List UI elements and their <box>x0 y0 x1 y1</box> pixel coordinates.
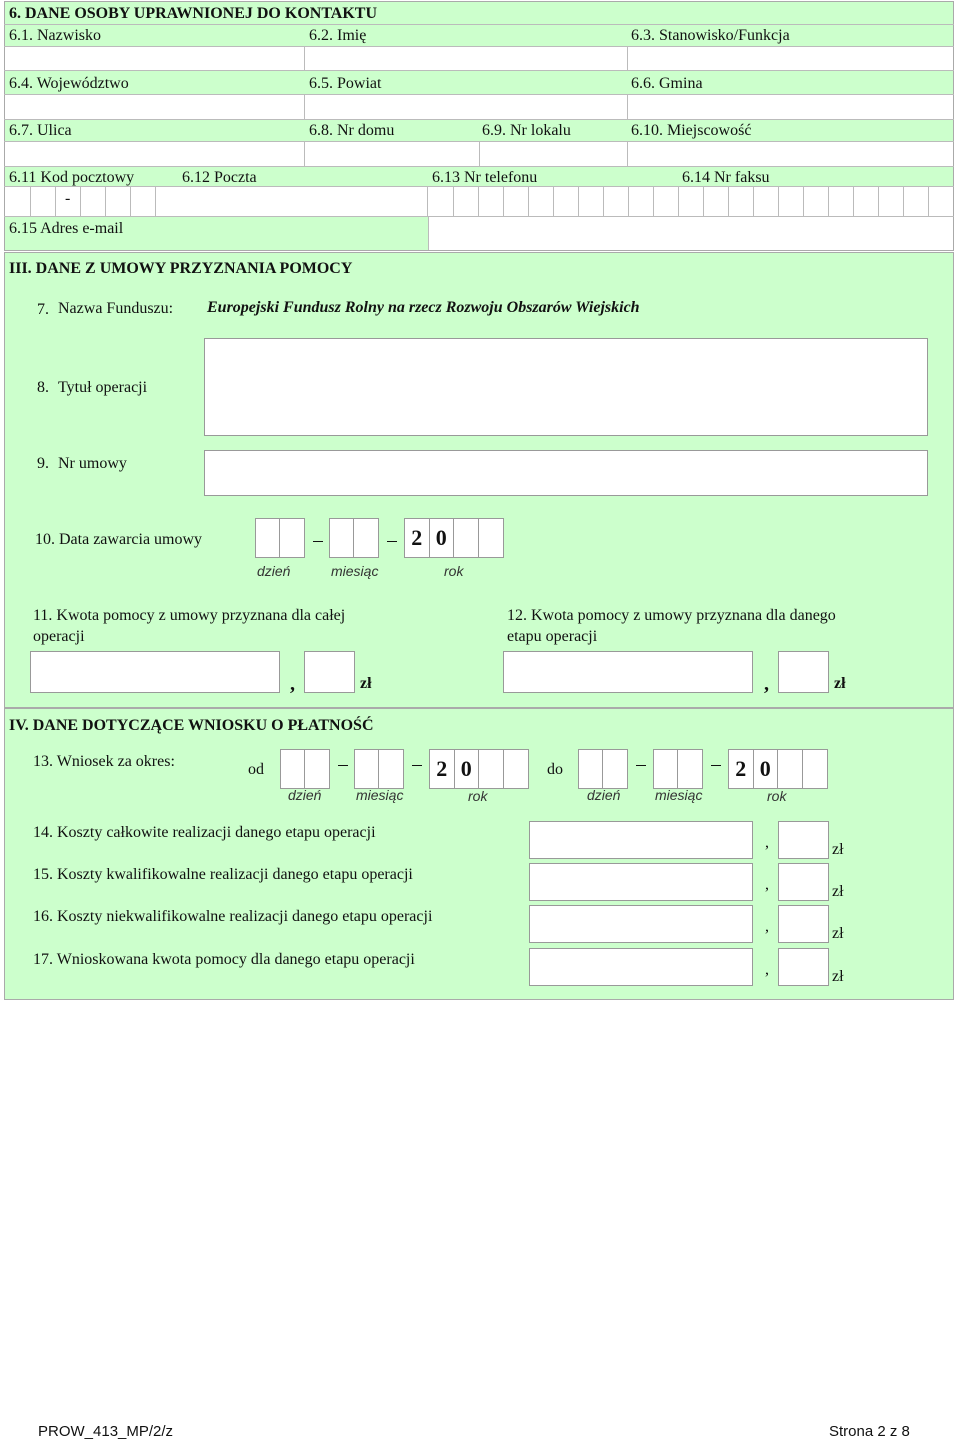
postal-code-dash: - <box>65 190 71 207</box>
caption-rok: rok <box>767 788 787 804</box>
currency-zl: zł <box>834 675 846 692</box>
stanowisko-field[interactable] <box>628 46 953 70</box>
label-wnioskowana-kwota: 17. Wnioskowana kwota pomocy dla danego etapu operacji <box>33 951 415 968</box>
koszty-kwalifikowalne-gr-field[interactable] <box>778 863 829 901</box>
gmina-field[interactable] <box>628 95 953 119</box>
decimal-comma: , <box>765 961 769 978</box>
label-kwota-calej-1: 11. Kwota pomocy z umowy przyznana dla całej <box>33 607 346 624</box>
label-data-zawarcia: 10. Data zawarcia umowy <box>35 531 203 548</box>
caption-dzien: dzień <box>288 787 322 803</box>
koszty-niekwalifikowalne-zl-field[interactable] <box>529 905 753 943</box>
label-koszty-kwalifikowalne: 15. Koszty kwalifikowalne realizacji danego etapu operacji <box>33 866 413 883</box>
poczta-field[interactable] <box>180 187 428 216</box>
label-gmina: 6.6. Gmina <box>631 75 703 92</box>
currency-zl: zł <box>360 675 372 692</box>
ulica-field[interactable] <box>5 142 305 166</box>
decimal-comma: , <box>765 918 769 935</box>
label-nr-lokalu: 6.9. Nr lokalu <box>482 122 571 139</box>
currency-zl: zł <box>832 925 844 942</box>
caption-miesiac: miesiąc <box>356 787 404 803</box>
item8-number: 8. <box>37 379 49 396</box>
label-nr-telefonu: 6.13 Nr telefonu <box>432 169 538 186</box>
wnioskowana-kwota-zl-field[interactable] <box>529 948 753 986</box>
item9-number: 9. <box>37 455 49 472</box>
form-code: PROW_413_MP/2/z <box>38 1423 174 1440</box>
label-stanowisko: 6.3. Stanowisko/Funkcja <box>631 27 790 44</box>
koszty-kwalifikowalne-zl-field[interactable] <box>529 863 753 901</box>
label-od: od <box>248 761 264 778</box>
nr-domu-field[interactable] <box>305 142 480 166</box>
currency-zl: zł <box>832 968 844 985</box>
label-kwota-etapu-1: 12. Kwota pomocy z umowy przyznana dla danego <box>507 607 836 624</box>
od-year-field[interactable] <box>429 749 529 789</box>
label-nr-umowy: Nr umowy <box>58 455 127 472</box>
label-kod-pocztowy: 6.11 Kod pocztowy <box>9 169 135 186</box>
currency-zl: zł <box>832 883 844 900</box>
wnioskowana-kwota-gr-field[interactable] <box>778 948 829 986</box>
od-month-field[interactable] <box>354 749 404 789</box>
year-digit: 2 <box>430 750 455 788</box>
kwota-calej-zl-field[interactable] <box>30 651 280 693</box>
label-do: do <box>547 761 563 778</box>
caption-rok: rok <box>444 563 464 579</box>
decimal-comma: , <box>764 673 769 695</box>
kwota-etapu-zl-field[interactable] <box>503 651 753 693</box>
currency-zl: zł <box>832 841 844 858</box>
caption-miesiac: miesiąc <box>655 787 703 803</box>
label-ulica: 6.7. Ulica <box>9 122 72 139</box>
contract-year-field[interactable] <box>404 518 504 558</box>
label-imie: 6.2. Imię <box>309 27 367 44</box>
section4-title: IV. DANE DOTYCZĄCE WNIOSKU O PŁATNOŚĆ <box>9 717 374 734</box>
do-year-field[interactable] <box>728 749 828 789</box>
page-number: Strona 2 z 8 <box>829 1423 910 1440</box>
wojewodztwo-field[interactable] <box>5 95 305 119</box>
label-powiat: 6.5. Powiat <box>309 75 382 92</box>
label-koszty-calkowite: 14. Koszty całkowite realizacji danego etapu operacji <box>33 824 376 841</box>
section6-title: 6. DANE OSOBY UPRAWNIONEJ DO KONTAKTU <box>9 5 378 22</box>
year-digit: 2 <box>729 750 754 788</box>
caption-dzien: dzień <box>257 563 291 579</box>
decimal-comma: , <box>290 673 295 695</box>
section3-title: III. DANE Z UMOWY PRZYZNANIA POMOCY <box>9 260 353 277</box>
imie-field[interactable] <box>305 46 628 70</box>
year-digit: 0 <box>455 750 480 788</box>
phone-field[interactable] <box>428 187 678 216</box>
label-koszty-niekwalifikowalne: 16. Koszty niekwalifikowalne realizacji danego etapu operacji <box>33 908 433 925</box>
caption-dzien: dzień <box>587 787 621 803</box>
fax-field[interactable] <box>678 187 953 216</box>
contract-day-field[interactable] <box>255 518 305 558</box>
label-tytul-operacji: Tytuł operacji <box>58 379 148 396</box>
do-day-field[interactable] <box>578 749 628 789</box>
email-field[interactable] <box>428 217 953 250</box>
label-email: 6.15 Adres e-mail <box>9 220 124 237</box>
label-poczta: 6.12 Poczta <box>182 169 257 186</box>
caption-rok: rok <box>468 788 488 804</box>
koszty-calkowite-zl-field[interactable] <box>529 821 753 859</box>
koszty-calkowite-gr-field[interactable] <box>778 821 829 859</box>
item7-number: 7. <box>37 301 49 318</box>
postal-code-field[interactable] <box>5 187 180 216</box>
contract-month-field[interactable] <box>329 518 379 558</box>
label-nr-domu: 6.8. Nr domu <box>309 122 395 139</box>
label-miejscowosc: 6.10. Miejscowość <box>631 122 752 139</box>
tytul-operacji-field[interactable] <box>204 338 928 436</box>
od-day-field[interactable] <box>280 749 330 789</box>
powiat-field[interactable] <box>305 95 628 119</box>
nazwisko-field[interactable] <box>5 46 305 70</box>
nr-umowy-field[interactable] <box>204 450 928 496</box>
decimal-comma: , <box>765 876 769 893</box>
year-digit: 0 <box>754 750 779 788</box>
year-digit: 2 <box>405 519 430 557</box>
kwota-calej-gr-field[interactable] <box>304 651 355 693</box>
label-wniosek-za-okres: 13. Wniosek za okres: <box>33 753 175 770</box>
do-month-field[interactable] <box>653 749 703 789</box>
kwota-etapu-gr-field[interactable] <box>778 651 829 693</box>
nr-lokalu-field[interactable] <box>480 142 628 166</box>
label-kwota-etapu-2: etapu operacji <box>507 628 598 645</box>
label-kwota-calej-2: operacji <box>33 628 85 645</box>
label-wojewodztwo: 6.4. Województwo <box>9 75 129 92</box>
label-nr-faksu: 6.14 Nr faksu <box>682 169 770 186</box>
label-nazwisko: 6.1. Nazwisko <box>9 27 101 44</box>
year-digit: 0 <box>430 519 455 557</box>
miejscowosc-field[interactable] <box>628 142 953 166</box>
label-nazwa-funduszu: Nazwa Funduszu: <box>58 300 174 317</box>
decimal-comma: , <box>765 834 769 851</box>
fund-name: Europejski Fundusz Rolny na rzecz Rozwoju Obszarów Wiejskich <box>207 299 640 316</box>
caption-miesiac: miesiąc <box>331 563 379 579</box>
koszty-niekwalifikowalne-gr-field[interactable] <box>778 905 829 943</box>
